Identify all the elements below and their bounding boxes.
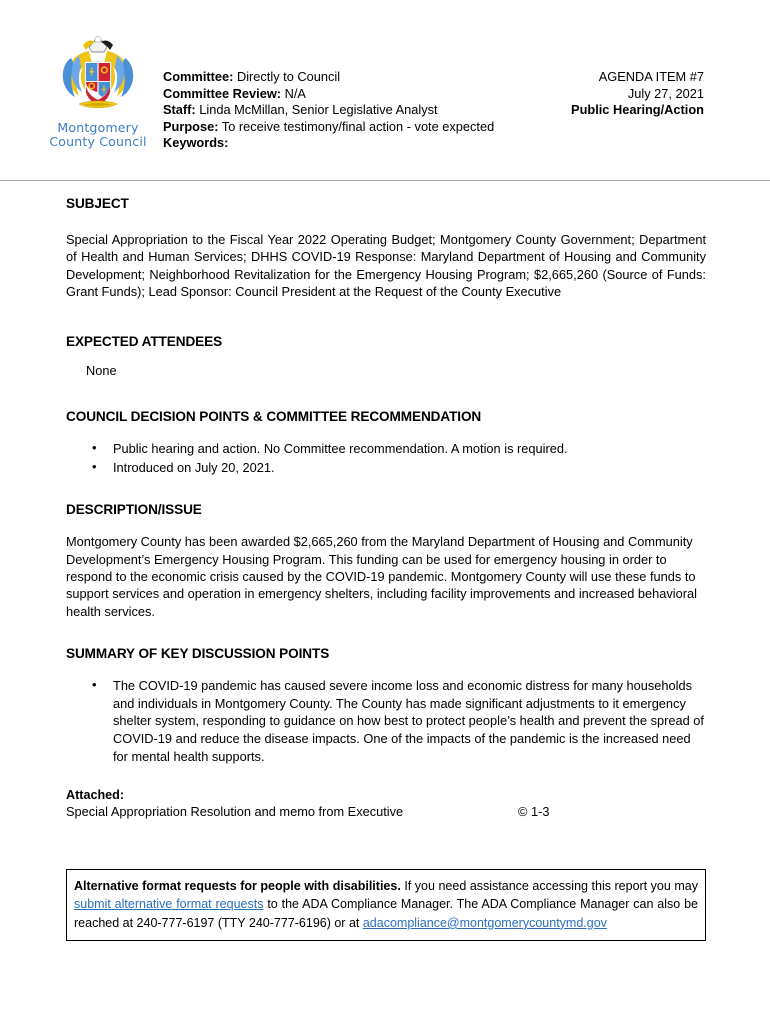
attached-label: Attached: xyxy=(66,788,125,803)
list-item: • Public hearing and action. No Committee recommendation. A motion is required. xyxy=(66,440,706,458)
meta-row-staff xyxy=(163,102,494,119)
meta-row-keywords xyxy=(163,135,494,152)
list-item: • Introduced on July 20, 2021. xyxy=(66,459,706,477)
header-divider xyxy=(0,180,770,181)
meta-label-committee: Committee: xyxy=(163,69,234,84)
action-type: Public Hearing/Action xyxy=(571,102,704,118)
description-body: Montgomery County has been awarded $2,665,260 from the Maryland Department of Housing and Community Development’s Emergency Housing Program. This funding can be used for emergency housing in order to respond to the economic crisis caused by the COVID-19 pandemic. Montgomery County will use these funds to support services and operation in emergency shelters, including facility improvements and increased behavioral health services. xyxy=(66,534,697,619)
subject-heading: SUBJECT xyxy=(66,196,129,211)
expected-attendees-body: None xyxy=(86,362,117,378)
expected-attendees-heading: EXPECTED ATTENDEES xyxy=(66,333,223,349)
ada-text-part1: If you need assistance accessing this report you may xyxy=(400,879,698,893)
attached-page-range: © 1-3 xyxy=(518,804,550,820)
description-heading: DESCRIPTION/ISSUE xyxy=(66,502,202,518)
meta-value-purpose: To receive testimony/final action - vote expected xyxy=(218,118,495,134)
attached-row xyxy=(66,803,706,820)
meta-label-staff: Staff: xyxy=(163,102,196,118)
agenda-item-number: AGENDA ITEM #7 xyxy=(598,69,704,84)
meta-row-committee xyxy=(163,69,494,86)
meta-value-staff: Linda McMillan, Senior Legislative Analyst xyxy=(195,102,438,118)
decision-points-list xyxy=(66,440,706,476)
meeting-date: July 27, 2021 xyxy=(627,85,704,101)
header-meta-left xyxy=(163,69,494,152)
meta-row-committee-review xyxy=(163,86,494,103)
logo-line-1: Montgomery xyxy=(57,120,139,135)
coat-of-arms-icon xyxy=(48,36,148,120)
ada-bold-lead: Alternative format requests for people with disabilities. xyxy=(74,879,401,893)
logo-line-2: County Council xyxy=(49,134,147,149)
meta-row-purpose xyxy=(163,119,494,136)
subject-body: Special Appropriation to the Fiscal Year 2022 Operating Budget; Montgomery County Government; Department of Health and Human Services; DHHS COVID-19 Response: Maryland Department of Housing and Community Development; Neighborhood Revitalization for the Emergency Housing Program; $2,665,260 (Source of Funds: Grant Funds); Lead Sponsor: Council President at the Request of the County Executive xyxy=(66,232,706,300)
submit-alternative-format-requests-link[interactable]: submit alternative format requests xyxy=(74,897,264,912)
meta-label-purpose: Purpose: xyxy=(163,118,219,134)
decision-points-heading: COUNCIL DECISION POINTS & COMMITTEE RECOMMENDATION xyxy=(66,409,482,425)
meta-label-committee-review: Committee Review: xyxy=(163,85,282,101)
ada-compliance-email-link[interactable]: adacompliance@montgomerycountymd.gov xyxy=(362,915,607,930)
summary-list xyxy=(66,677,706,765)
meta-value-committee-review: N/A xyxy=(281,85,306,101)
meta-label-keywords: Keywords: xyxy=(163,135,229,151)
document-header xyxy=(0,0,770,180)
ada-text-part2: to the ADA Compliance Manager. The ADA Compliance Manager can also be reached at 240-777-6197 (TTY 240-777-6196) or at xyxy=(74,897,698,930)
summary-heading: SUMMARY OF KEY DISCUSSION POINTS xyxy=(66,646,330,662)
list-item: • The COVID-19 pandemic has caused severe income loss and economic distress for many households and individuals in Montgomery County. The County has made significant adjustments to it emergency shelter system, responding to guidance on how best to protect people’s health and prevent the spread of COVID-19 and reduce the disease impacts. One of the impacts of the pandemic is the increased need for mental health supports. xyxy=(66,677,706,765)
ada-notice-box xyxy=(66,869,706,941)
document-body xyxy=(66,196,706,821)
attached-item: Special Appropriation Resolution and memo from Executive xyxy=(66,804,404,820)
council-logo xyxy=(48,36,148,149)
meta-value-committee: Directly to Council xyxy=(233,69,341,84)
header-meta-right xyxy=(571,69,704,119)
ada-notice-text xyxy=(74,877,698,932)
